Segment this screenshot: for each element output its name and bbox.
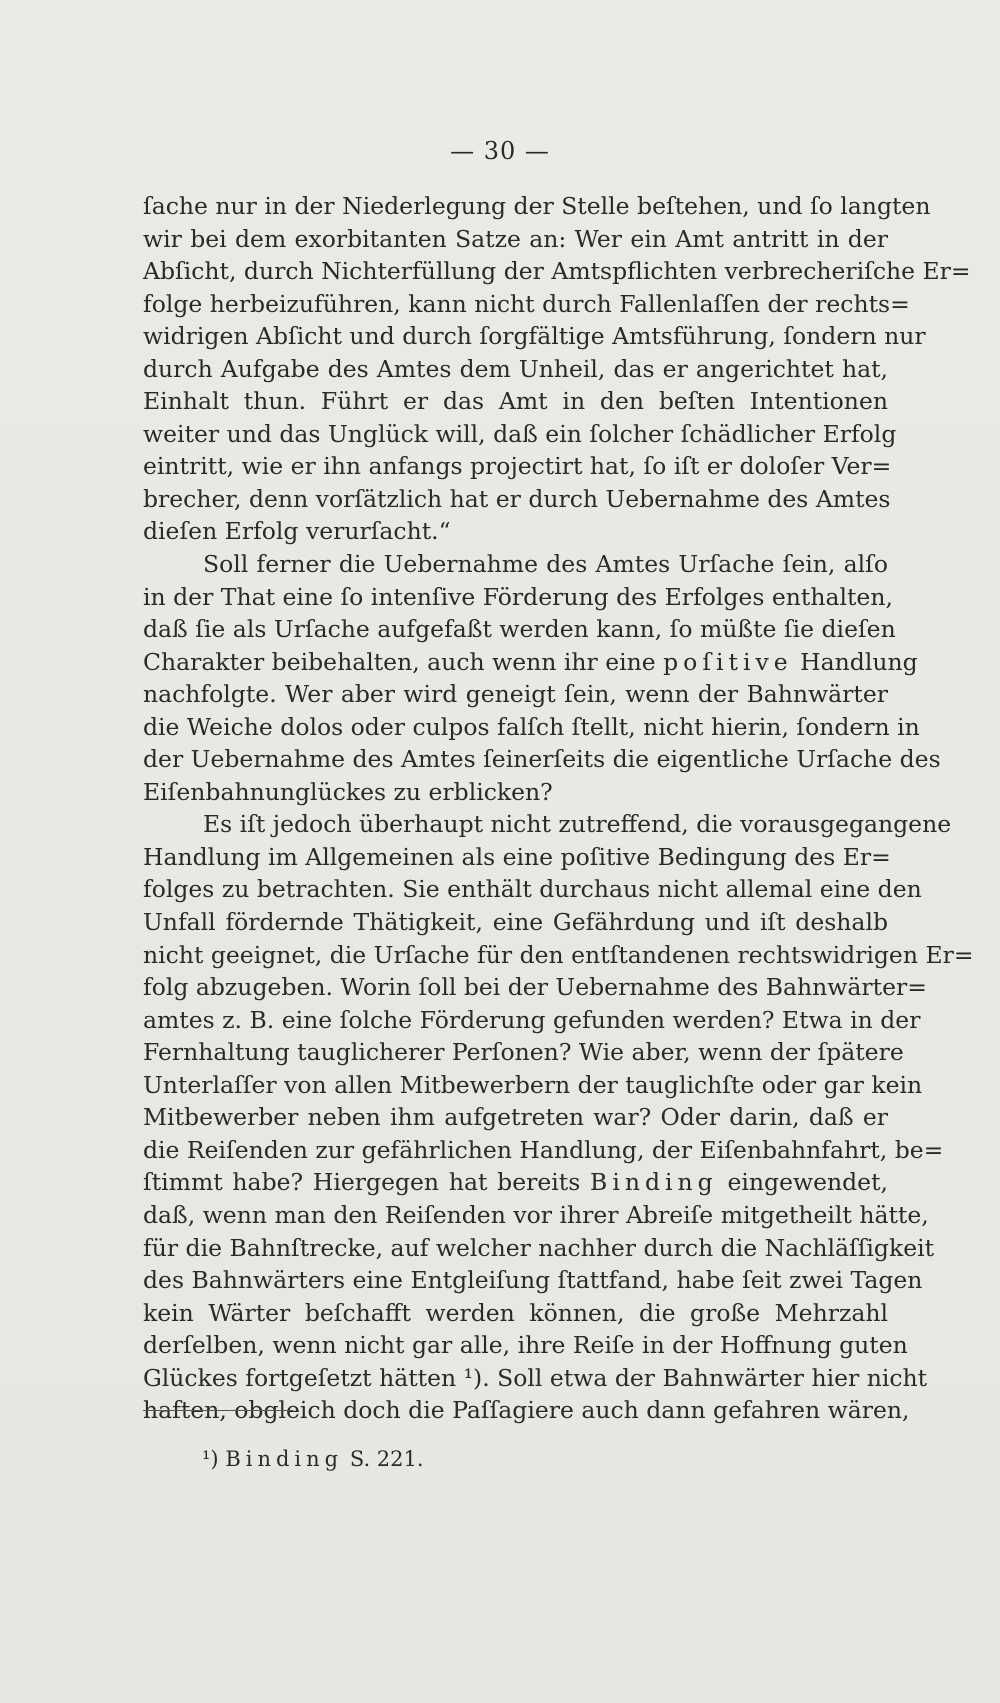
- text-line: ſache nur in der Niederlegung der Stelle beſtehen, und ſo langten: [143, 192, 931, 220]
- text-line: derſelben, wenn nicht gar alle, ihre Reiſe in der Hoffnung guten: [143, 1331, 908, 1360]
- text-line: dieſen Erfolg verurſacht.“: [143, 517, 451, 546]
- text-line: Abſicht, durch Nichterfüllung der Amtspflichten verbrecheriſche Er=: [143, 257, 971, 286]
- text-line: des Bahnwärters eine Entgleiſung ſtattfand, habe ſeit zwei Tagen: [143, 1266, 923, 1295]
- text-line: die Reiſenden zur gefährlichen Handlung, der Eiſenbahnfahrt, be=: [143, 1135, 944, 1164]
- text-line: amtes z. B. eine ſolche Förderung gefunden werden? Etwa in der: [143, 1005, 921, 1034]
- text-line: Unfall fördernde Thätigkeit, eine Gefährdung und iſt deshalb: [143, 908, 888, 937]
- text-line: eintritt, wie er ihn anfangs projectirt hat, ſo iſt er doloſer Ver=: [143, 452, 892, 481]
- text-line: Einhalt thun. Führt er das Amt in den beſten Intentionen: [143, 387, 888, 416]
- text-line: Mitbewerber neben ihm aufgetreten war? Oder darin, daß er: [143, 1103, 888, 1132]
- text-line: Es iſt jedoch überhaupt nicht zutreffend, die vorausgegangene: [203, 810, 952, 839]
- text-line: folges zu betrachten. Sie enthält durchaus nicht allemal eine den: [143, 875, 922, 904]
- text-line: durch Aufgabe des Amtes dem Unheil, das er angerichtet hat,: [143, 354, 888, 383]
- text-line: ſtimmt habe? Hiergegen hat bereits Binding eingewendet,: [143, 1168, 889, 1197]
- text-line: widrigen Abſicht und durch ſorgfältige Amtsführung, ſondern nur: [143, 322, 926, 351]
- text-line: Soll ferner die Uebernahme des Amtes Urſache ſein, alſo: [203, 550, 888, 579]
- text-line: daß, wenn man den Reiſenden vor ihrer Abreiſe mitgetheilt hätte,: [143, 1200, 929, 1229]
- text-line: nachfolgte. Wer aber wird geneigt ſein, wenn der Bahnwärter: [143, 680, 888, 709]
- text-line: wir bei dem exorbitanten Satze an: Wer ein Amt antritt in der: [143, 224, 888, 253]
- text-line: brecher, denn vorſätzlich hat er durch Uebernahme des Amtes: [143, 484, 891, 513]
- text-line: haften, obgleich doch die Paſſagiere auch dann gefahren wären,: [143, 1396, 910, 1425]
- text-line: kein Wärter beſchafft werden können, die große Mehrzahl: [143, 1298, 888, 1327]
- text-line: Fernhaltung tauglicherer Perſonen? Wie aber, wenn der ſpätere: [143, 1038, 904, 1067]
- text-line: daß ſie als Urſache aufgefaßt werden kann, ſo müßte ſie dieſen: [143, 615, 896, 644]
- body-text: [143, 190, 974, 1427]
- text-line: folg abzugeben. Worin ſoll bei der Uebernahme des Bahnwärter=: [143, 973, 927, 1002]
- text-line: Eiſenbahnunglückes zu erblicken?: [143, 777, 553, 806]
- text-line: Glückes fortgeſetzt hätten ¹). Soll etwa der Bahnwärter hier nicht: [143, 1363, 928, 1392]
- text-line: Handlung im Allgemeinen als eine poſitive Bedingung des Er=: [143, 842, 891, 871]
- footnote-author: Binding: [225, 1447, 344, 1471]
- text-line: Unterlaſſer von allen Mitbewerbern der tauglichſte oder gar kein: [143, 1070, 923, 1099]
- text-line: folge herbeizuführen, kann nicht durch Fallenlaſſen der rechts=: [143, 289, 910, 318]
- text-line: für die Bahnſtrecke, auf welcher nachher durch die Nachläſſigkeit: [143, 1233, 935, 1262]
- spaced-emphasis-word: Binding: [590, 1168, 718, 1197]
- footnote-marker: ¹): [202, 1447, 219, 1471]
- text-line: in der That eine ſo intenſive Förderung des Erfolges enthalten,: [143, 582, 893, 611]
- text-line: die Weiche dolos oder culpos falſch ſtellt, nicht hierin, ſondern in: [143, 712, 920, 741]
- footnote-reference: S. 221.: [349, 1447, 424, 1471]
- footnote-divider: [143, 1410, 293, 1411]
- page-number: — 30 —: [450, 137, 550, 165]
- text-line: weiter und das Unglück will, daß ein ſolcher ſchädlicher Erfolg: [143, 419, 897, 448]
- footnote: [202, 1447, 424, 1471]
- text-line: Charakter beibehalten, auch wenn ihr eine poſitive Handlung: [143, 647, 918, 676]
- text-line: nicht geeignet, die Urſache für den entſtandenen rechtswidrigen Er=: [143, 940, 974, 969]
- text-line: der Uebernahme des Amtes ſeinerſeits die eigentliche Urſache des: [143, 745, 941, 774]
- spaced-emphasis-word: poſitive: [663, 647, 793, 676]
